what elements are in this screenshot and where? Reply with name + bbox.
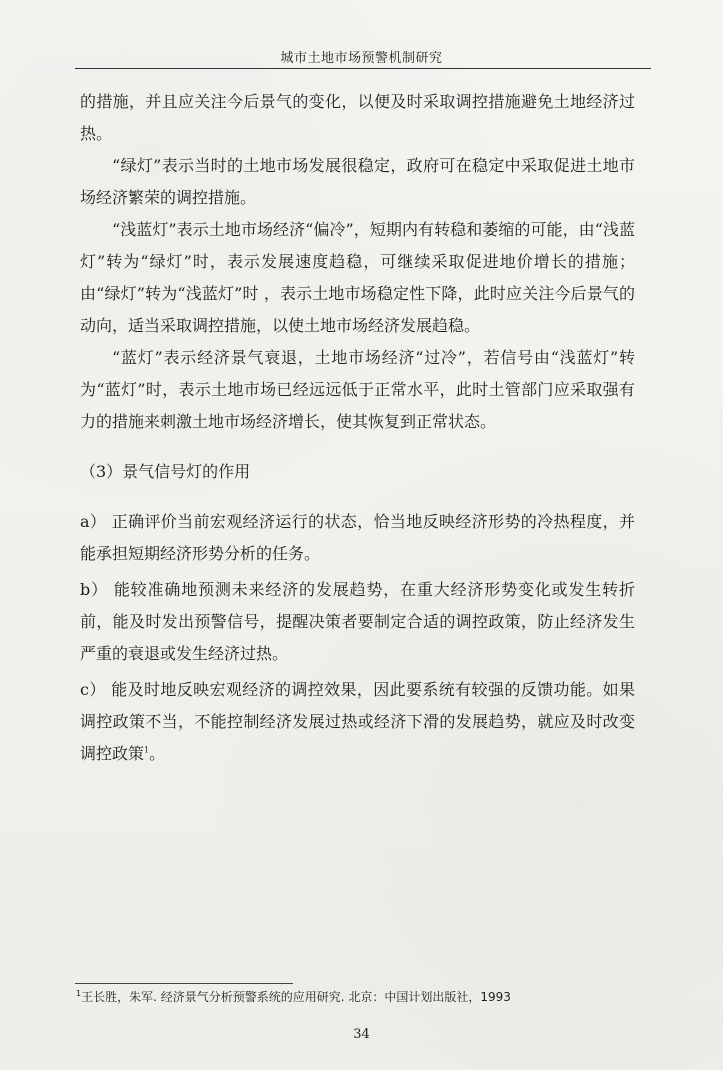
footnote-divider: [75, 983, 293, 984]
list-item-c-text: c） 能及时地反映宏观经济的调控效果，因此要系统有较强的反馈功能。如果调控政策不当，不能控制经济发展过热或经济下滑的发展趋势，就应及时改变调控政策: [80, 680, 635, 763]
list-item-c: [80, 674, 635, 770]
running-header-title: 城市土地市场预警机制研究: [280, 51, 443, 66]
paragraph-blue-light: “蓝灯”表示经济景气衰退，土地市场经济“过冷”，若信号由“浅蓝灯”转为“蓝灯”时，表示土地市场已经远远低于正常水平，此时土管部门应采取强有力的措施来刺激土地市场经济增长，使其恢复到正常状态。: [80, 348, 635, 431]
main-content: [80, 86, 635, 770]
footnote-text: 王长胜，朱军. 经济景气分析预警系统的应用研究. 北京：中国计划出版社，1993: [81, 990, 511, 1004]
list-item-c-end: 。: [149, 744, 166, 763]
section-heading: （3）景气信号灯的作用: [80, 462, 251, 481]
paragraph-light-blue-light: “浅蓝灯”表示土地市场经济“偏冷”，短期内有转稳和萎缩的可能，由“浅蓝灯”转为“绿灯”时，表示发展速度趋稳，可继续采取促进地价增长的措施；由“绿灯”转为“浅蓝灯”时 ，表示土地市场稳定性下降，此时应关注今后景气的动向，适当采取调控措施，以使土地市场经济发展趋稳。: [80, 220, 635, 335]
header-divider: [75, 68, 651, 69]
footnote-reference[interactable]: 1: [144, 745, 150, 755]
paragraph-green-light: “绿灯”表示当时的土地市场发展很稳定，政府可在稳定中采取促进土地市场经济繁荣的调控措施。: [80, 156, 635, 207]
footnote-mark: 1: [76, 989, 82, 998]
paragraph-continuation: 的措施，并且应关注今后景气的变化，以便及时采取调控措施避免土地经济过热。: [80, 92, 635, 143]
page-number: 34: [353, 1027, 370, 1042]
list-item-a: a） 正确评价当前宏观经济运行的状态，恰当地反映经济形势的冷热程度，并能承担短期经济形势分析的任务。: [80, 512, 635, 563]
list-item-b: b） 能较准确地预测未来经济的发展趋势，在重大经济形势变化或发生转折前，能及时发出预警信号，提醒决策者要制定合适的调控政策，防止经济发生严重的衰退或发生经济过热。: [80, 580, 635, 663]
footnote: [76, 988, 636, 1006]
